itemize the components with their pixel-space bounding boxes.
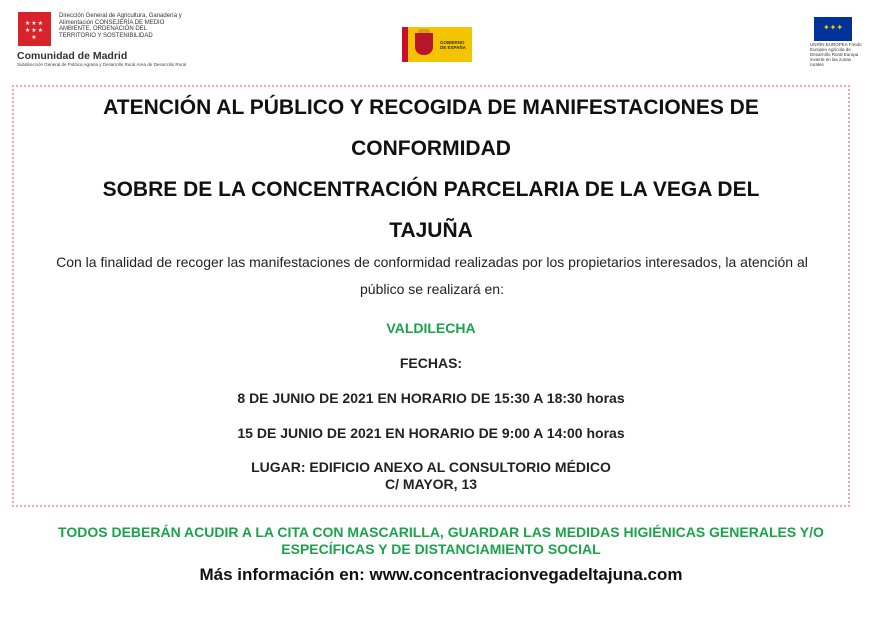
date-2: 15 DE JUNIO DE 2021 EN HORARIO DE 9:00 A 14:00 horas [237, 425, 625, 441]
cm-department-text: Dirección General de Agricultura, Ganadería y Alimentación CONSEJERÍA DE MEDIO AMBIENTE, ORDENACIÓN DEL TERRITORIO Y SOSTENIBILIDAD [59, 13, 182, 39]
location-line-1: LUGAR: EDIFICIO ANEXO AL CONSULTORIO MÉDICO [251, 459, 611, 475]
title-line: CONFORMIDAD [351, 137, 511, 160]
comunidad-madrid-logo [18, 12, 51, 46]
intro-text: Con la finalidad de recoger las manifestaciones de conformidad realizadas por los propietarios interesados, la atención al público se realizará en: [56, 254, 808, 297]
location-line-2: C/ MAYOR, 13 [384, 476, 478, 492]
date-1: 8 DE JUNIO DE 2021 EN HORARIO DE 15:30 A 18:30 horas [237, 390, 625, 406]
place-name: VALDILECHA [386, 320, 476, 336]
title-line: TAJUÑA [389, 219, 473, 242]
gobierno-espana-logo [402, 27, 472, 62]
cm-name: Comunidad de Madrid [17, 50, 128, 62]
es-label: GOBIERNO DE ESPAÑA [440, 40, 466, 50]
notice-box [12, 85, 850, 507]
notice-title [14, 87, 848, 251]
title-line: ATENCIÓN AL PÚBLICO Y RECOGIDA DE MANIFESTACIONES DE [103, 96, 759, 119]
eu-label: UNIÓN EUROPEA Fondo Europeo Agrícola de Desarrollo Rural Europa invierte en las zonas rurales [810, 42, 862, 67]
cm-subdirection: Subdirección General de Política Agraria y Desarrollo Rural Área de Desarrollo Rural [17, 62, 187, 67]
coat-of-arms-icon [415, 33, 433, 55]
more-info-link[interactable]: Más información en: www.concentracionvegadeltajuna.com [199, 565, 683, 584]
header [0, 0, 882, 80]
title-line: SOBRE DE LA CONCENTRACIÓN PARCELARIA DE LA VEGA DEL [102, 178, 760, 201]
eu-stars-icon: ✦✦✦ [822, 23, 844, 32]
dates-label: FECHAS: [399, 355, 463, 371]
safety-warning: TODOS DEBERÁN ACUDIR A LA CITA CON MASCARILLA, GUARDAR LAS MEDIDAS HIGIÉNICAS GENERALES Y/O ESPECÍFICAS Y DE DISTANCIAMIENTO SOCIAL [58, 524, 824, 557]
star-icon: ★★★ ★★★ ★ [24, 21, 45, 41]
eu-flag-logo [814, 17, 852, 41]
